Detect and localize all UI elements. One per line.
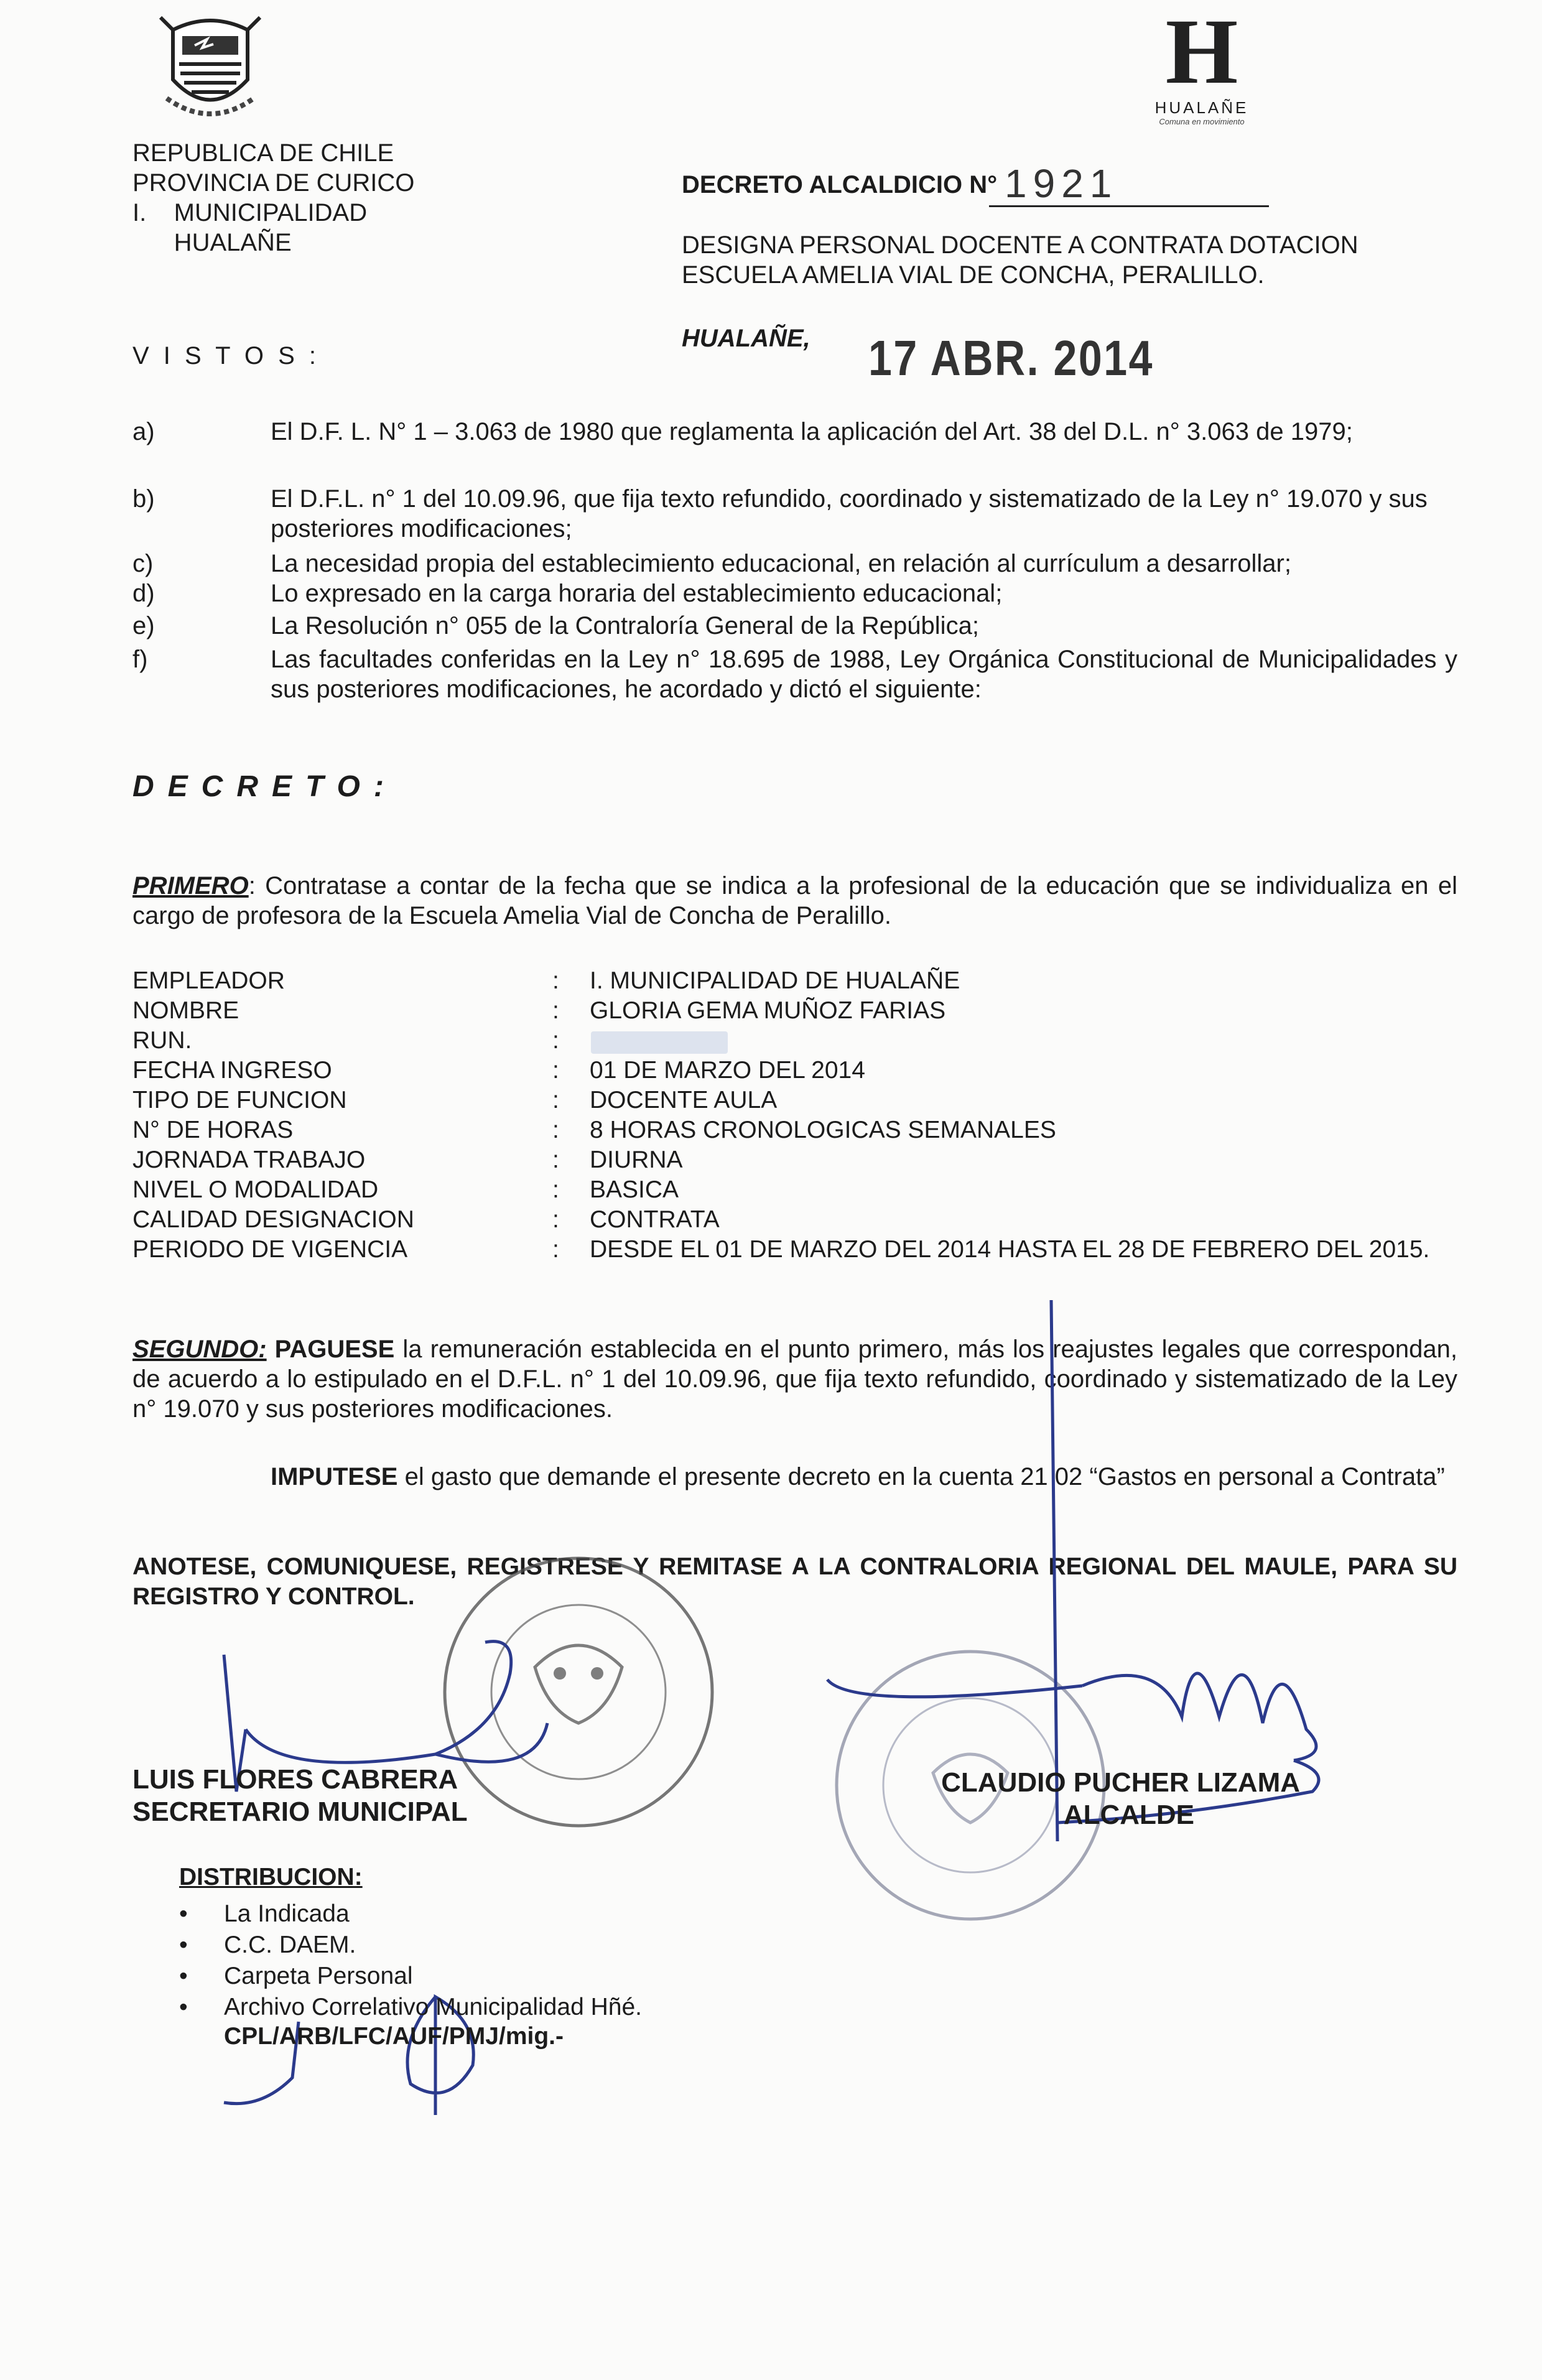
field-value: BASICA [590, 1176, 679, 1203]
item-letter: f) [132, 646, 148, 673]
secretary-name: LUIS FLORES CABRERA [132, 1764, 458, 1795]
field-colon: : [552, 1117, 559, 1143]
mayor-name: CLAUDIO PUCHER LIZAMA [941, 1767, 1300, 1798]
field-colon: : [552, 1176, 559, 1203]
field-label: TIPO DE FUNCION [132, 1087, 347, 1113]
item-letter: d) [132, 580, 155, 607]
place: HUALAÑE, [682, 325, 810, 352]
issuer-line: I. MUNICIPALIDAD [132, 199, 368, 226]
vistos-heading: V I S T O S : [132, 342, 320, 370]
decreto-heading: DECRETO: [132, 770, 397, 803]
field-colon: : [552, 1146, 559, 1173]
secretary-signature-block [132, 1764, 468, 1828]
field-value: CONTRATA [590, 1206, 720, 1233]
field-colon: : [552, 1236, 559, 1263]
logo-name: HUALAÑE [1154, 98, 1249, 117]
field-colon: : [552, 1087, 559, 1113]
issuer-line: REPUBLICA DE CHILE [132, 139, 394, 167]
item-text: La necesidad propia del establecimiento educacional, en relación al currículum a desarrollar; [271, 550, 1291, 577]
list-item: • Carpeta Personal [179, 1961, 642, 1992]
field-colon: : [552, 1057, 559, 1084]
distribution-heading: DISTRIBUCION: [179, 1864, 363, 1890]
field-colon: : [552, 997, 559, 1024]
field-colon: : [552, 967, 559, 994]
date-stamp: 17 ABR. 2014 [868, 330, 1154, 386]
field-value: DESDE EL 01 DE MARZO DEL 2014 HASTA EL 28 DE FEBRERO DEL 2015. [590, 1236, 1430, 1263]
primero-text: : Contratase a contar de la fecha que se indica a la profesional de la educación que se individualiza en el cargo de profesora de la Escuela Amelia Vial de Concha de Peralillo. [132, 872, 1457, 929]
item-text: Lo expresado en la carga horaria del establecimiento educacional; [271, 580, 1003, 607]
reference-initials: CPL/ARB/LFC/AUF/PMJ/mig.- [224, 2023, 564, 2050]
list-item: • C.C. DAEM. [179, 1930, 642, 1961]
decree-number: 1921 [1005, 161, 1118, 206]
issuer-line: PROVINCIA DE CURICO [132, 169, 415, 197]
secretary-title: SECRETARIO MUNICIPAL [132, 1797, 468, 1827]
hualane-h-mark: H [1165, 0, 1238, 103]
field-label: RUN. [132, 1027, 192, 1054]
anotese-paragraph: ANOTESE, COMUNIQUESE, REGISTRESE Y REMITASE A LA CONTRALORIA REGIONAL DEL MAULE, PARA SU REGISTRO Y CONTROL. [132, 1553, 1457, 1610]
segundo-verb: PAGUESE [274, 1336, 395, 1363]
item-letter: a) [132, 418, 155, 445]
item-letter: e) [132, 612, 155, 639]
field-label: FECHA INGRESO [132, 1057, 332, 1084]
item-letter: c) [132, 550, 154, 577]
field-value: I. MUNICIPALIDAD DE HUALAÑE [590, 967, 960, 994]
field-label: NIVEL O MODALIDAD [132, 1176, 379, 1203]
field-label: N° DE HORAS [132, 1117, 294, 1143]
logo-tagline: Comuna en movimiento [1159, 117, 1245, 126]
segundo-text: la remuneración establecida en el punto primero, más los reajustes legales que correspondan, de acuerdo a lo estipulado en el D.F.L. n° 1 del 10.09.96, que fija texto refundido, coordinado y sistematizado de la Ley n° 19.070 y sus posteriores modificaciones. [132, 1336, 1457, 1423]
primero-label: PRIMERO [132, 872, 249, 899]
segundo-label: SEGUNDO: [132, 1336, 267, 1363]
mayor-signature-block [889, 1767, 1300, 1831]
imputese-verb: IMPUTESE [271, 1463, 398, 1490]
distribution-list [179, 1899, 642, 2023]
item-text: El D.F.L. n° 1 del 10.09.96, que fija texto refundido, coordinado y sistematizado de la Ley n° 19.070 y sus posteriores modificaciones; [271, 485, 1428, 542]
decree-subject: DESIGNA PERSONAL DOCENTE A CONTRATA DOTACION ESCUELA AMELIA VIAL DE CONCHA, PERALILLO. [682, 231, 1359, 289]
item-text: El D.F. L. N° 1 – 3.063 de 1980 que reglamenta la aplicación del Art. 38 del D.L. n° 3.063 de 1979; [271, 418, 1353, 445]
mayor-title: ALCALDE [1063, 1800, 1194, 1830]
field-colon: : [552, 1206, 559, 1233]
list-item: • La Indicada [179, 1899, 642, 1930]
secretary-seal [445, 1558, 712, 1826]
field-label: CALIDAD DESIGNACION [132, 1206, 414, 1233]
imputese-text: el gasto que demande el presente decreto en la cuenta 21 02 “Gastos en personal a Contrata” [397, 1463, 1445, 1490]
field-value: DOCENTE AULA [590, 1087, 778, 1113]
field-value: 8 HORAS CRONOLOGICAS SEMANALES [590, 1117, 1056, 1143]
field-label: NOMBRE [132, 997, 239, 1024]
decree-title: DECRETO ALCALDICIO N° [682, 171, 998, 198]
field-label: JORNADA TRABAJO [132, 1146, 366, 1173]
item-letter: b) [132, 485, 155, 513]
field-value: DIURNA [590, 1146, 683, 1173]
field-label: PERIODO DE VIGENCIA [132, 1236, 408, 1263]
item-text: Las facultades conferidas en la Ley n° 18.695 de 1988, Ley Orgánica Constitucional de Municipalidades y sus posteriores modificaciones, he acordado y dictó el siguiente: [271, 646, 1457, 703]
field-value: GLORIA GEMA MUÑOZ FARIAS [590, 997, 946, 1024]
issuer-line: HUALAÑE [132, 229, 292, 256]
field-label: EMPLEADOR [132, 967, 285, 994]
list-item: • Archivo Correlativo Municipalidad Hñé. [179, 1992, 642, 2023]
field-colon: : [552, 1027, 559, 1054]
item-text: La Resolución n° 055 de la Contraloría General de la República; [271, 612, 979, 639]
field-value: 01 DE MARZO DEL 2014 [590, 1057, 865, 1084]
